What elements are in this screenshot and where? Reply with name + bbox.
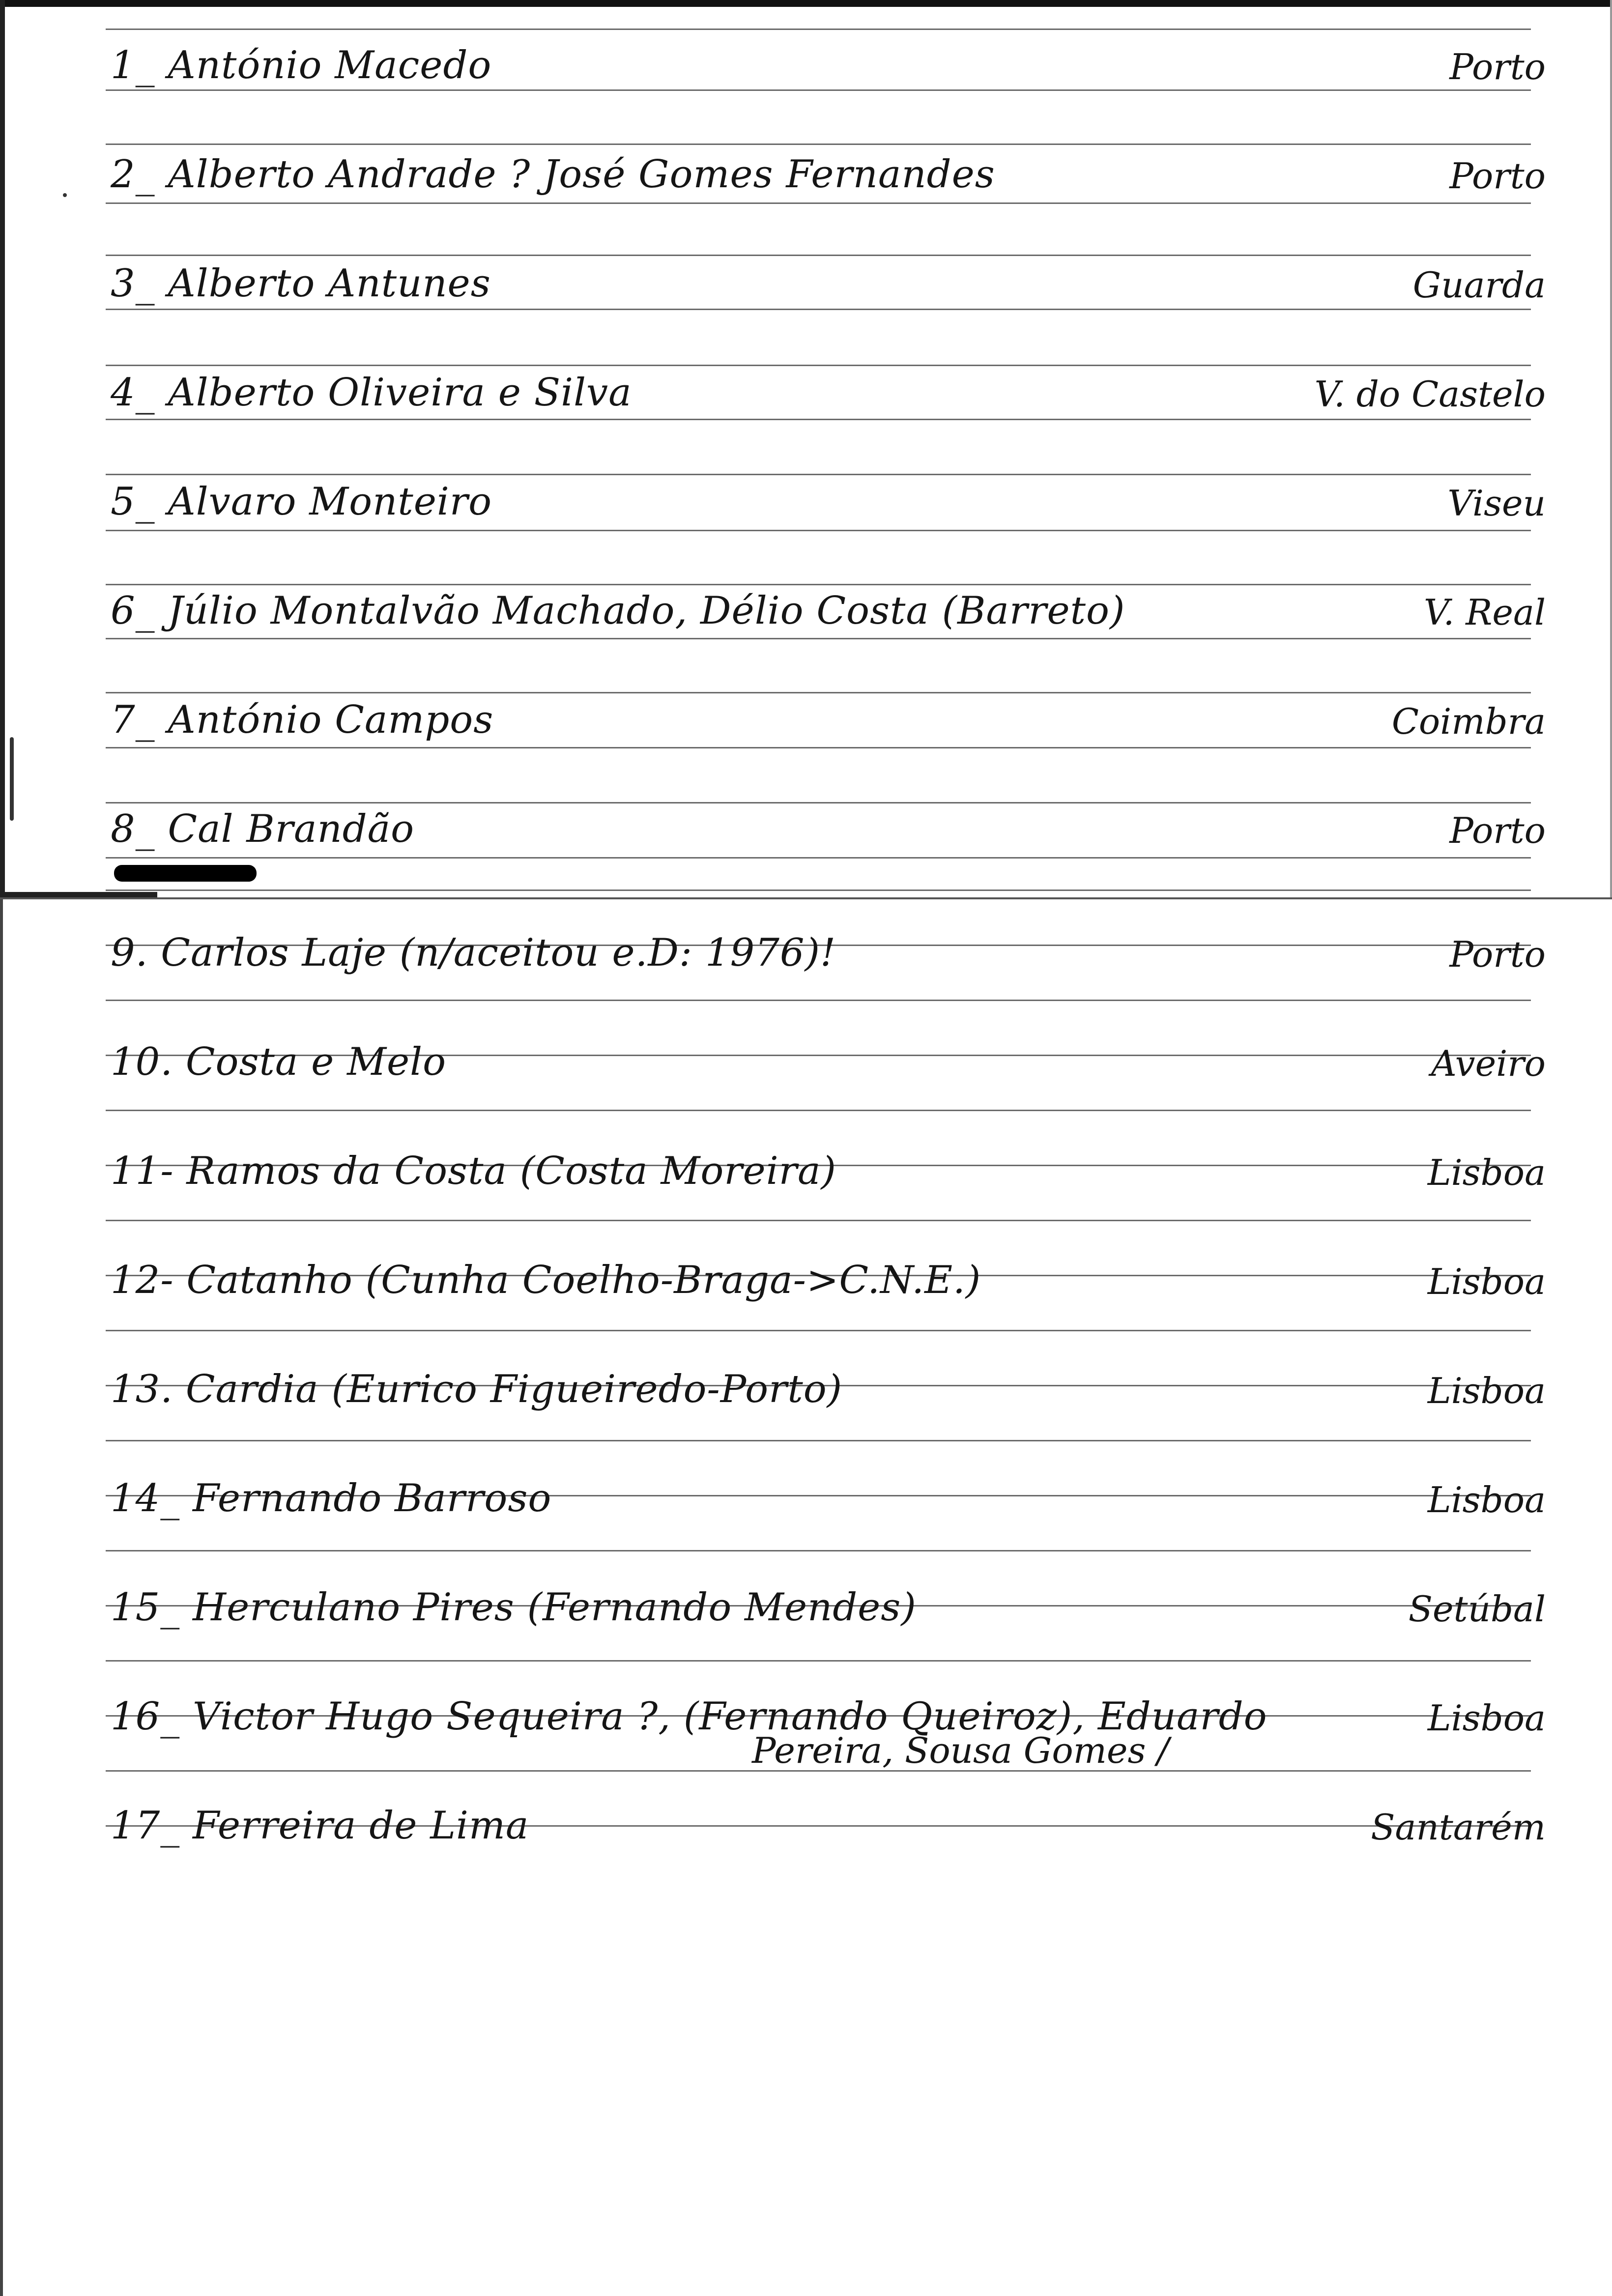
entry-name: 15_ Herculano Pires (Fernando Mendes) (111, 1585, 917, 1630)
entry-name: 9. Carlos Laje (n/aceitou e.D: 1976)! (111, 931, 836, 975)
list-entry (111, 674, 1546, 748)
ruled-line (106, 1110, 1531, 1111)
redaction-bar (114, 865, 257, 882)
entry-place: Viseu (1447, 483, 1546, 524)
ruled-line (106, 202, 1531, 204)
list-entry (111, 129, 1546, 202)
ruled-line (106, 1220, 1531, 1221)
list-entry (111, 1016, 1546, 1090)
scan-fold-line (0, 897, 1612, 899)
scan-left-edge (0, 0, 5, 894)
entry-place: Porto (1449, 934, 1546, 975)
entry-name: 16_ Victor Hugo Sequeira ?, (Fernando Queiroz), Eduardo (111, 1694, 1267, 1739)
scan-mark (63, 193, 67, 197)
entry-name: 13. Cardia (Eurico Figueiredo-Porto) (111, 1367, 843, 1411)
entry-name: 4_ Alberto Oliveira e Silva (111, 371, 632, 415)
entry-place: V. Real (1424, 592, 1546, 633)
ruled-line (106, 1440, 1531, 1441)
entry-place: V. do Castelo (1314, 373, 1546, 415)
scan-left-edge (0, 899, 3, 2296)
entry-place: Aveiro (1431, 1043, 1546, 1084)
scan-right-edge (1610, 0, 1612, 899)
entry-place: Lisboa (1427, 1697, 1546, 1739)
entry-place: Lisboa (1427, 1261, 1546, 1302)
list-entry (111, 1234, 1546, 1308)
entry-name: 8_ Cal Brandão (111, 807, 415, 851)
list-entry (111, 907, 1546, 981)
scan-top-edge (0, 0, 1612, 7)
entry-name: 10. Costa e Melo (111, 1040, 447, 1084)
list-entry (111, 1453, 1546, 1526)
entry-place: Porto (1449, 810, 1546, 851)
ruled-line (106, 530, 1531, 531)
list-entry (111, 1780, 1546, 1854)
list-entry (111, 783, 1546, 857)
entry-continuation: Pereira, Sousa Gomes / (752, 1730, 1169, 1771)
entry-name: 2_ Alberto Andrade ? José Gomes Fernandes (111, 152, 995, 197)
entry-name: 12- Catanho (Cunha Coelho-Braga->C.N.E.) (111, 1258, 981, 1302)
entry-name: 7_ António Campos (111, 698, 494, 742)
entry-place: Porto (1449, 155, 1546, 197)
entry-name: 5_ Alvaro Monteiro (111, 480, 492, 524)
entry-name: 3_ Alberto Antunes (111, 261, 491, 306)
entry-place: Lisboa (1427, 1152, 1546, 1193)
ruled-line (106, 890, 1531, 891)
list-entry (111, 347, 1546, 421)
list-entry (111, 1562, 1546, 1636)
entry-name: 14_ Fernando Barroso (111, 1476, 552, 1521)
ruled-line (106, 1660, 1531, 1662)
list-entry (111, 565, 1546, 639)
entry-place: Lisboa (1427, 1479, 1546, 1521)
entry-name: 6_ Júlio Montalvão Machado, Délio Costa (Barreto) (111, 589, 1125, 633)
entry-place: Coimbra (1391, 701, 1546, 742)
entry-place: Porto (1449, 46, 1546, 87)
ruled-line (106, 1550, 1531, 1551)
ruled-line (106, 857, 1531, 859)
entry-place: Setúbal (1408, 1588, 1546, 1630)
scan-mark (10, 737, 14, 821)
entry-name: 17_ Ferreira de Lima (111, 1804, 529, 1848)
ruled-line (106, 1330, 1531, 1331)
entry-place: Santarém (1371, 1807, 1546, 1848)
list-entry (111, 20, 1546, 93)
list-entry (111, 1125, 1546, 1199)
entry-name: 1_ António Macedo (111, 43, 492, 87)
entry-place: Guarda (1412, 264, 1546, 306)
list-entry (111, 238, 1546, 312)
entry-name: 11- Ramos da Costa (Costa Moreira) (111, 1149, 836, 1193)
list-entry (111, 1344, 1546, 1417)
entry-place: Lisboa (1427, 1370, 1546, 1411)
ruled-line (106, 1000, 1531, 1001)
list-entry (111, 456, 1546, 530)
